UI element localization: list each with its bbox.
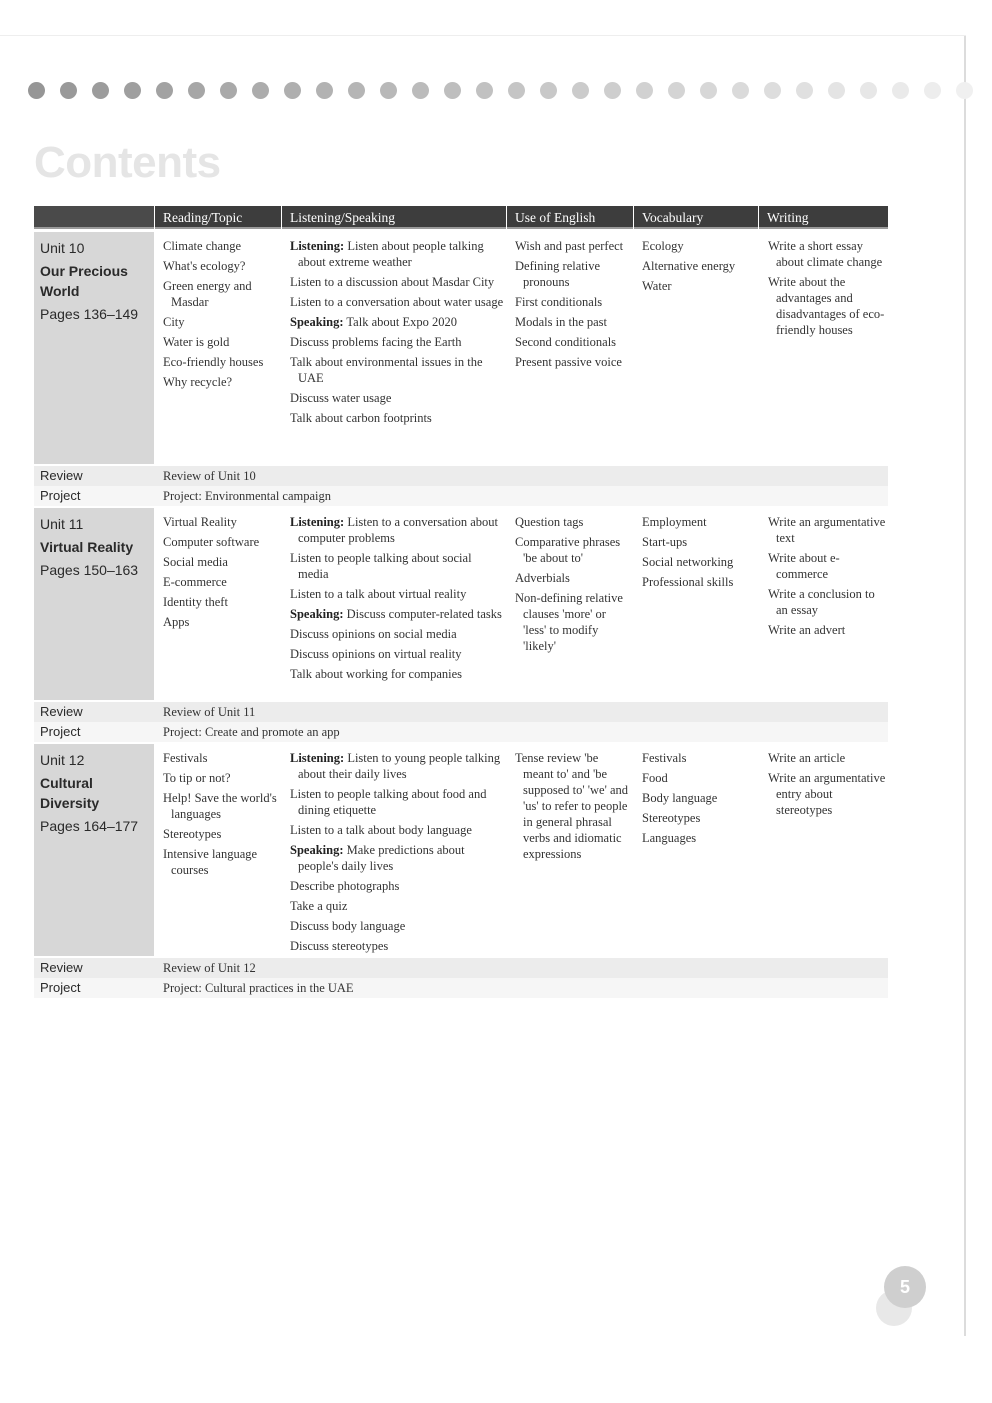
decorative-dot [668, 82, 685, 99]
decorative-dot [316, 82, 333, 99]
decorative-dot [476, 82, 493, 99]
skill-text: Listen to people talking about food and dining etiquette [290, 787, 487, 817]
skill-label: Listening: [290, 515, 345, 529]
unit-number: Unit 11 [40, 516, 84, 532]
writing-item: Write an argumentative entry about stereotypes [768, 771, 886, 817]
reading-item: What's ecology? [163, 259, 246, 273]
project-row [34, 722, 888, 742]
unit-number: Unit 10 [40, 240, 85, 256]
project-label: Project [34, 722, 154, 742]
decorative-dot [956, 82, 973, 99]
reading-item: Apps [163, 615, 190, 629]
decorative-dot [252, 82, 269, 99]
listening-item [290, 606, 504, 622]
decorative-dot [220, 82, 237, 99]
unit-name: Virtual Reality [40, 539, 134, 555]
listening-item [290, 550, 504, 582]
review-row [34, 702, 888, 722]
decorative-dot [572, 82, 589, 99]
decorative-dot [156, 82, 173, 99]
review-bg [154, 466, 888, 486]
vocabulary-item: Professional skills [642, 575, 734, 589]
header-listening: Listening/Speaking [282, 206, 506, 229]
skill-text: Listen to a conversation about computer problems [298, 515, 498, 545]
review-row [34, 466, 888, 486]
skill-text: Listen to a discussion about Masdar City [290, 275, 495, 289]
english-item: Adverbials [515, 571, 570, 585]
unit-row [34, 232, 888, 464]
english-column [515, 238, 631, 374]
vocabulary-item: Food [642, 771, 668, 785]
writing-item: Write a short essay about climate change [768, 239, 883, 269]
decorative-dot [924, 82, 941, 99]
english-item: Present passive voice [515, 355, 622, 369]
listening-item [290, 586, 504, 602]
skill-text: Listen to young people talking about their daily lives [298, 751, 501, 781]
unit-name: World [40, 283, 80, 299]
reading-item: Eco-friendly houses [163, 355, 264, 369]
review-bg [154, 958, 888, 978]
decorative-dot [540, 82, 557, 99]
vocabulary-item: Festivals [642, 751, 687, 765]
skill-text: Listen to a talk about virtual reality [290, 587, 467, 601]
header-reading: Reading/Topic [155, 206, 281, 229]
english-column [515, 514, 631, 658]
skill-text: Listen to a conversation about water usage [290, 295, 504, 309]
skill-text: Listen about people talking about extreme weather [298, 239, 484, 269]
listening-item [290, 786, 504, 818]
header-english: Use of English [507, 206, 633, 229]
project-label: Project [34, 978, 154, 998]
review-row [34, 958, 888, 978]
unit-pages: Pages 136–149 [40, 306, 139, 322]
skill-text: Talk about working for companies [290, 667, 462, 681]
listening-item [290, 354, 504, 386]
reading-item: Virtual Reality [163, 515, 237, 529]
skill-text: Listen to people talking about social media [290, 551, 472, 581]
listening-item [290, 842, 504, 874]
english-item: Defining relative pronouns [515, 259, 601, 289]
decorative-dot [764, 82, 781, 99]
listening-item [290, 822, 504, 838]
reading-item: Computer software [163, 535, 260, 549]
decorative-dot [380, 82, 397, 99]
skill-text: Discuss body language [290, 919, 406, 933]
unit-pages: Pages 164–177 [40, 818, 139, 834]
english-item: Question tags [515, 515, 584, 529]
skill-label: Speaking: [290, 315, 344, 329]
review-text: Review of Unit 11 [163, 705, 256, 719]
vocabulary-item: Water [642, 279, 672, 293]
listening-item [290, 626, 504, 642]
header-vocabulary: Vocabulary [634, 206, 758, 229]
decorative-dot [732, 82, 749, 99]
skill-text: Discuss opinions on virtual reality [290, 647, 462, 661]
unit-name: Our Precious [40, 263, 128, 279]
decorative-dot [284, 82, 301, 99]
page-top-edge [0, 35, 966, 36]
listening-item [290, 898, 504, 914]
vocabulary-item: Body language [642, 791, 718, 805]
listening-item [290, 274, 504, 290]
header-blank-cell [34, 206, 154, 229]
unit-number: Unit 12 [40, 752, 85, 768]
unit-row [34, 508, 888, 700]
decorative-dot [796, 82, 813, 99]
english-item: Second conditionals [515, 335, 617, 349]
project-row [34, 486, 888, 506]
reading-item: Stereotypes [163, 827, 222, 841]
listening-column [290, 750, 504, 958]
decorative-dot [348, 82, 365, 99]
unit-name: Diversity [40, 795, 100, 811]
vocabulary-item: Stereotypes [642, 811, 701, 825]
header-writing: Writing [759, 206, 888, 229]
listening-item [290, 878, 504, 894]
skill-text: Discuss computer-related tasks [346, 607, 502, 621]
listening-column [290, 238, 504, 430]
decorative-dot [604, 82, 621, 99]
project-label: Project [34, 486, 154, 506]
reading-column [163, 750, 281, 882]
listening-item [290, 646, 504, 662]
unit-name: Cultural [40, 775, 93, 791]
reading-item: Festivals [163, 751, 208, 765]
decorative-dot [444, 82, 461, 99]
reading-item: Social media [163, 555, 228, 569]
vocabulary-item: Employment [642, 515, 707, 529]
project-text: Project: Environmental campaign [163, 489, 332, 503]
skill-text: Listen to a talk about body language [290, 823, 472, 837]
english-item: Wish and past perfect [515, 239, 624, 253]
decorative-dot [28, 82, 45, 99]
skill-label: Listening: [290, 751, 345, 765]
english-item: Modals in the past [515, 315, 608, 329]
writing-item: Write about the advantages and disadvantages of eco-friendly houses [768, 275, 885, 337]
review-label: Review [34, 702, 154, 722]
listening-item [290, 514, 504, 546]
writing-item: Write an advert [768, 623, 846, 637]
vocabulary-column [642, 514, 756, 594]
english-item: First conditionals [515, 295, 603, 309]
skill-text: Make predictions about people's daily lives [298, 843, 465, 873]
decorative-dot [860, 82, 877, 99]
decorative-dot [508, 82, 525, 99]
skill-text: Describe photographs [290, 879, 400, 893]
listening-item [290, 750, 504, 782]
decorative-dot [412, 82, 429, 99]
skill-text: Talk about Expo 2020 [346, 315, 457, 329]
vocabulary-item: Alternative energy [642, 259, 736, 273]
writing-column [768, 514, 886, 642]
reading-column [163, 238, 281, 394]
skill-label: Speaking: [290, 607, 344, 621]
reading-item: Help! Save the world's languages [163, 791, 277, 821]
listening-item [290, 390, 504, 406]
reading-item: Why recycle? [163, 375, 233, 389]
decorative-dot [828, 82, 845, 99]
decorative-dot [124, 82, 141, 99]
reading-item: Intensive language courses [163, 847, 258, 877]
listening-item [290, 238, 504, 270]
reading-item: City [163, 315, 185, 329]
decorative-dot-row [10, 82, 970, 100]
english-item: Tense review 'be meant to' and 'be supposed to' 'we' and 'us' to refer to people in general phrasal verbs and idiomatic expressions [515, 751, 629, 861]
listening-item [290, 918, 504, 934]
review-text: Review of Unit 10 [163, 469, 256, 483]
listening-item [290, 294, 504, 310]
listening-item [290, 410, 504, 426]
skill-text: Discuss problems facing the Earth [290, 335, 462, 349]
decorative-dot [60, 82, 77, 99]
skill-label: Listening: [290, 239, 345, 253]
page-title: Contents [34, 138, 221, 187]
table-header [34, 206, 888, 230]
project-text: Project: Cultural practices in the UAE [163, 981, 354, 995]
reading-item: E-commerce [163, 575, 227, 589]
decorative-dot [92, 82, 109, 99]
vocabulary-item: Languages [642, 831, 697, 845]
project-row [34, 978, 888, 998]
decorative-dot [188, 82, 205, 99]
unit-side-panel [34, 744, 154, 956]
skill-text: Talk about carbon footprints [290, 411, 432, 425]
reading-item: To tip or not? [163, 771, 231, 785]
reading-item: Identity theft [163, 595, 228, 609]
writing-item: Write an article [768, 751, 846, 765]
vocabulary-column [642, 750, 756, 850]
skill-text: Discuss opinions on social media [290, 627, 457, 641]
vocabulary-column [642, 238, 756, 298]
decorative-dot [636, 82, 653, 99]
review-text: Review of Unit 12 [163, 961, 256, 975]
skill-text: Discuss water usage [290, 391, 392, 405]
english-item: Comparative phrases 'be about to' [515, 535, 621, 565]
skill-text: Discuss stereotypes [290, 939, 389, 953]
reading-item: Water is gold [163, 335, 230, 349]
vocabulary-item: Start-ups [642, 535, 688, 549]
listening-column [290, 514, 504, 686]
writing-item: Write a conclusion to an essay [768, 587, 875, 617]
vocabulary-item: Social networking [642, 555, 734, 569]
decorative-dot [892, 82, 909, 99]
review-bg [154, 702, 888, 722]
writing-item: Write an argumentative text [768, 515, 886, 545]
writing-item: Write about e-commerce [768, 551, 840, 581]
english-item: Non-defining relative clauses 'more' or 'less' to modify 'likely' [515, 591, 623, 653]
writing-column [768, 238, 886, 342]
skill-text: Talk about environmental issues in the UAE [290, 355, 483, 385]
reading-column [163, 514, 281, 634]
skill-text: Take a quiz [290, 899, 348, 913]
review-label: Review [34, 958, 154, 978]
listening-item [290, 314, 504, 330]
unit-side-panel [34, 508, 154, 700]
listening-item [290, 938, 504, 954]
unit-side-panel [34, 232, 154, 464]
listening-item [290, 334, 504, 350]
listening-item [290, 666, 504, 682]
reading-item: Climate change [163, 239, 242, 253]
page-right-edge [964, 36, 966, 1336]
project-text: Project: Create and promote an app [163, 725, 340, 739]
unit-pages: Pages 150–163 [40, 562, 139, 578]
english-column [515, 750, 631, 866]
writing-column [768, 750, 886, 822]
unit-row [34, 744, 888, 956]
skill-label: Speaking: [290, 843, 344, 857]
reading-item: Green energy and Masdar [163, 279, 252, 309]
page-number: 5 [884, 1266, 926, 1308]
vocabulary-item: Ecology [642, 239, 684, 253]
review-label: Review [34, 466, 154, 486]
decorative-dot [700, 82, 717, 99]
